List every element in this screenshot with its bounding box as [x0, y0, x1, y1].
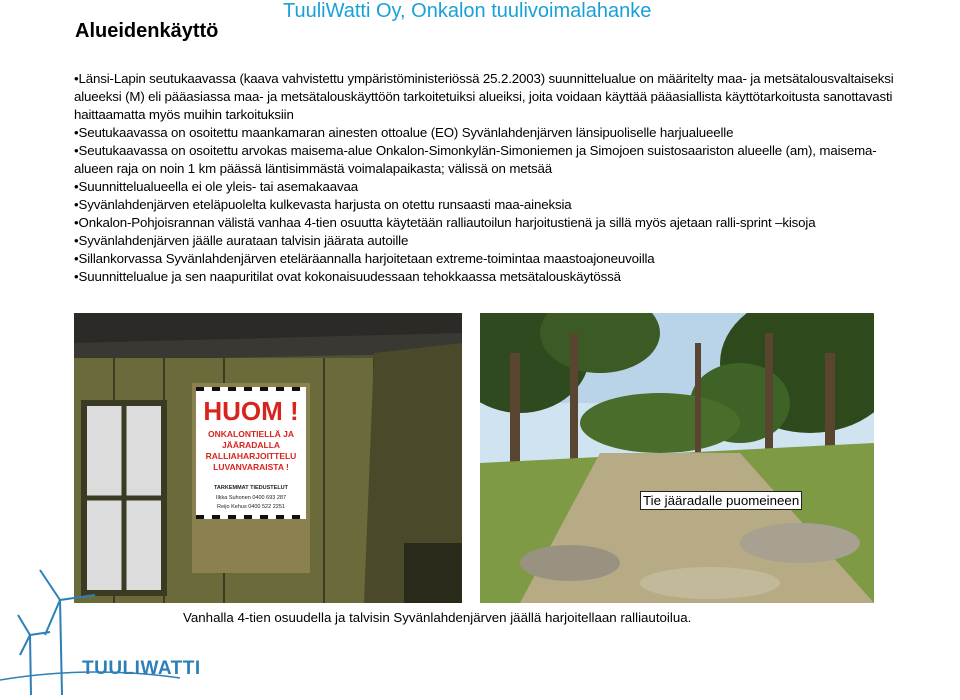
bullet-item: • Syvänlahdenjärven eteläpuolelta kulkevasta harjusta on otettu runsaasti maa-aineksia: [74, 196, 904, 214]
logo-text-part: WATTI: [140, 658, 201, 679]
bullet-item: • Suunnittelualueella ei ole yleis- tai asemakaavaa: [74, 178, 904, 196]
bullet-item: • Länsi-Lapin seutukaavassa (kaava vahvistettu ympäristöministeriössä 25.2.2003) suunnittelualue on määritelty maa- ja metsätalousvaltaiseksi alueeksi (M) eli pääasiassa maa- ja metsätalouskäyttöön tarkoitetuiksi alueiksi, joita voidaan käyttää pääasiallista käyttötarkoitusta sanottavasti haittaamatta myös muihin tarkoituksiin: [74, 70, 904, 124]
bullet-item: • Seutukaavassa on osoitettu maankamaran ainesten ottoalue (EO) Syvänlahdenjärven länsipuoliselle harjualueelle: [74, 124, 904, 142]
sign-line: RALLIAHARJOITTELU: [205, 451, 297, 461]
sign-contact: Reijo Kehus 0400 522 2251: [217, 504, 285, 510]
page-subtitle: TuuliWatti Oy, Onkalon tuulivoimalahanke: [283, 0, 652, 22]
bullet-item: • Onkalon-Pohjoisrannan välistä vanhaa 4-tien osuutta käytetään ralliautoilun harjoitustienä ja sillä myös ajetaan ralli-sprint –kisoja: [74, 214, 904, 232]
sign-line: LUVANVARAISTA !: [213, 462, 289, 472]
bullet-item: • Seutukaavassa on osoitettu arvokas maisema-alue Onkalon-Simonkylän-Simoniemen ja Simojoen suistosaariston alueelle (am), maisema-alueen raja on noin 1 km päässä läntisimmästä voimalapaikasta; välissä on metsää: [74, 142, 904, 178]
bullet-item: • Syvänlahdenjärven jäälle aurataan talvisin jäärata autoille: [74, 232, 904, 250]
bottom-caption: Vanhalla 4-tien osuudella ja talvisin Syvänlahdenjärven jäällä harjoitellaan ralliautoilua.: [183, 610, 692, 625]
sign-contact-title: TARKEMMAT TIEDUSTELUT: [213, 485, 289, 491]
sign-contact: Ilkka Suhonen 0400 693 287: [215, 495, 287, 501]
page-title: Alueidenkäyttö: [75, 20, 219, 42]
sign-headline: HUOM !: [203, 396, 299, 426]
logo-wordmark: [82, 658, 201, 680]
logo-text-part: TUULI: [82, 658, 141, 679]
sign-line: ONKALONTIELLÄ JA: [208, 429, 294, 439]
bullet-item: • Sillankorvassa Syvänlahdenjärven eteläräannalla harjoitetaan extreme-toimintaa maastoajoneuvoilla: [74, 250, 904, 268]
sign-line: JÄÄRADALLA: [221, 440, 281, 450]
bullet-item: • Suunnittelualue ja sen naapuritilat ovat kokonaisuudessaan tehokkaassa metsätalouskäytössä: [74, 268, 904, 286]
forest-road-photo: [480, 313, 874, 603]
right-photo-caption: Tie jääradalle puomeineen: [640, 491, 802, 510]
bullet-list: [74, 70, 904, 286]
